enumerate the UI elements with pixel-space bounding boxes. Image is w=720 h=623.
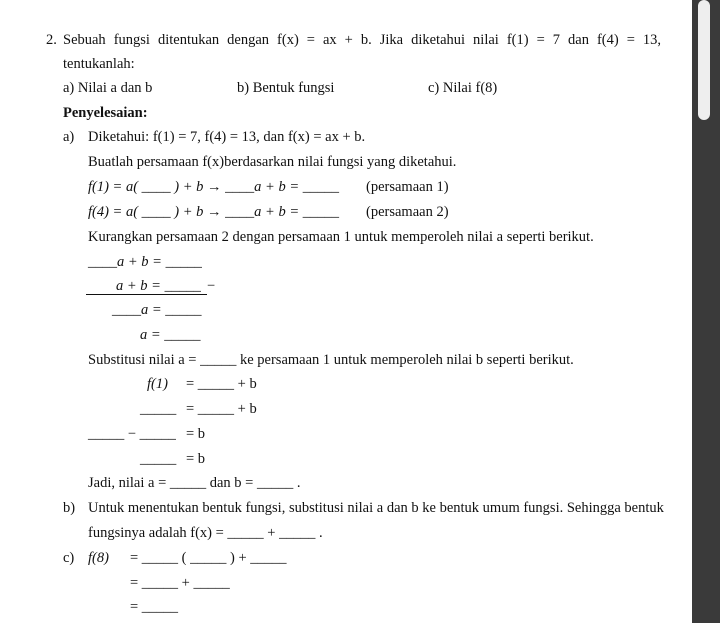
vertical-scrollbar[interactable] [692, 0, 720, 623]
b-row-4-right: = b [186, 451, 206, 467]
scrollbar-thumb[interactable] [698, 0, 710, 120]
equation-1: f(1) = a( ____ ) + b → ____a + b = _____ [88, 179, 339, 195]
part-b-text: Untuk menentukan bentuk fungsi, substitusi nilai a dan b ke bentuk umum fungsi. Sehingga bentuk [88, 500, 664, 516]
option-a: a) Nilai a dan b [63, 80, 153, 96]
equation-2: f(4) = a( ____ ) + b → ____a + b = _____ [88, 204, 339, 220]
solution-heading: Penyelesaian: [63, 105, 148, 121]
subtraction-row-1: ____a + b = _____ [88, 254, 202, 270]
conclusion-a-b: Jadi, nilai a = _____ dan b = _____ . [88, 475, 301, 491]
subtraction-row-4: a = _____ [140, 327, 201, 343]
b-row-2-left: _____ [140, 401, 177, 417]
subtraction-line [86, 294, 207, 295]
c-row-1-right: = _____ ( _____ ) + _____ [130, 550, 287, 566]
equation-2-note: (persamaan 2) [366, 204, 449, 220]
option-b: b) Bentuk fungsi [237, 80, 335, 96]
equation-1-note: (persamaan 1) [366, 179, 449, 195]
instruction-substitute: Substitusi nilai a = _____ ke persamaan 1 untuk memperoleh nilai b seperti berikut. [88, 352, 574, 368]
part-a-label: a) [63, 129, 75, 145]
b-row-3-right: = b [186, 426, 206, 442]
subtraction-minus-sign: − [207, 278, 216, 294]
subtraction-row-2: a + b = _____ [116, 278, 201, 294]
b-row-1-right: = _____ + b [186, 376, 257, 392]
given-statement: Diketahui: f(1) = 7, f(4) = 13, dan f(x) = ax + b. [88, 129, 366, 145]
question-text-continued: tentukanlah: [63, 56, 135, 72]
option-c: c) Nilai f(8) [428, 80, 498, 96]
b-row-2-right: = _____ + b [186, 401, 257, 417]
c-row-1-left: f(8) [88, 550, 109, 566]
part-b-label: b) [63, 500, 76, 516]
part-c-label: c) [63, 550, 75, 566]
b-row-1-left: f(1) [147, 376, 168, 392]
instruction-build-equations: Buatlah persamaan f(x)berdasarkan nilai fungsi yang diketahui. [88, 154, 457, 170]
b-row-4-left: _____ [140, 451, 177, 467]
c-row-2: = _____ + _____ [130, 575, 230, 591]
question-number: 2. [46, 32, 57, 48]
c-row-3: = _____ [130, 599, 179, 615]
instruction-subtract: Kurangkan persamaan 2 dengan persamaan 1 untuk memperoleh nilai a seperti berikut. [88, 229, 594, 245]
question-text: Sebuah fungsi ditentukan dengan f(x) = ax + b. Jika diketahui nilai f(1) = 7 dan f(4) = 13, [63, 32, 661, 48]
b-row-3-left: _____ − _____ [88, 426, 176, 442]
subtraction-row-3: ____a = _____ [112, 302, 202, 318]
part-b-text-continued: fungsinya adalah f(x) = _____ + _____ . [88, 525, 323, 541]
